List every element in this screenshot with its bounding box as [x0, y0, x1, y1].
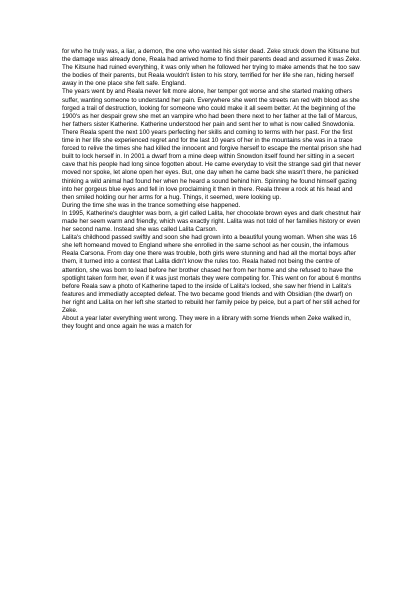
document-page	[62, 48, 362, 331]
paragraph: About a year later everything went wrong. They were in a library with some friends when Zeke walked in, they fought and once again he was a match for	[62, 315, 351, 331]
paragraph: Lalita's childhood passed swiftly and soon she had grown into a beautiful young woman. When she was 16 she left homeand moved to England where she enrolled in the same school as her cousin, the infamous Reala Carsona. From day one there was trouble, both girls were stunning and had all the mortal boys after them, it turned into a contest that Lalita didn't know the rules too. Reala hated not being the centre of attention, she was born to lead before her brother chased her from her home and she refused to have the spotlight taken form her, even if it was just mortals they were competing for. This went on for about 6 months before Reala saw a photo of Katherine taped to the inside of Lalita's locked, she saw her friend in Lalita's features and immediatly accepted defeat. The two became good friends and with Obsidian (the dwarf) on her right and Lalita on her left she started to rebuild her family peice by peice, but a part of her still ached for Zeke.	[62, 234, 361, 314]
paragraph: The years went by and Reala never felt more alone, her temper got worse and she started making others suffer, wanting someone to understand her pain. Everywhere she went the streets ran red with blood as she forged a trail of destruction, looking for someone who could make it all seem better. At the beginning of the 1900's as her despair grew she met an vampire who had been there next to her father at the fall of Marcus, her fathers sister Katherine. Katherine understood her pain and sent her to what is now called Snowdonia. There Reala spent the next 100 years perfecting her skills and coming to terms with her past. For the first time in her life she experienced regret and for the last 10 years of her in the mountains she was in a trace forced to relive the times she had killed the innocent and forgive herself to escape the mental prison she had built to lock herself in. In 2001 a dwarf from a mine deep within Snowdon itself found her sitting in a secert cave that his people had long since fogotten about. He came everyday to visit the strange sad girl that never moved nor spoke, let alone open her eyes. But, one day when he came back she wasn't there, he panicked thinking a wild animal had found her when he heard a sound behind him. Spinning he found himself gazing into her gorgeus blue eyes and fell in love proclaiming it then in there. Reala threw a rock at his head and then smiled holding our her arms for a hug. Things, it seemed, were looking up.	[62, 88, 362, 201]
paragraph: In 1995, Katherine's daughter was born, a girl called Lalita, her chocolate brown eyes and dark chestnut hair made her seem warm and friendly, which was exactly right. Lalita was not told of her families history or even her second name. Instead she was called Lalita Carson.	[62, 209, 361, 234]
paragraph: for who he truly was, a liar, a demon, the one who wanted his sister dead. Zeke struck down the Kitsune but the damage was already done, Reala had arrived home to find their parents dead and assumed it was Zeke. The Kitsune had ruined everything, it was only when he followed her trying to make amends that he too saw the bodies of their parents, but Reala wouldn't listen to his story, terrified for her life she ran, hiding herself away in the one place she felt safe. England.	[62, 48, 362, 88]
paragraph: During the time she was in the trance something else happened.	[62, 201, 241, 209]
